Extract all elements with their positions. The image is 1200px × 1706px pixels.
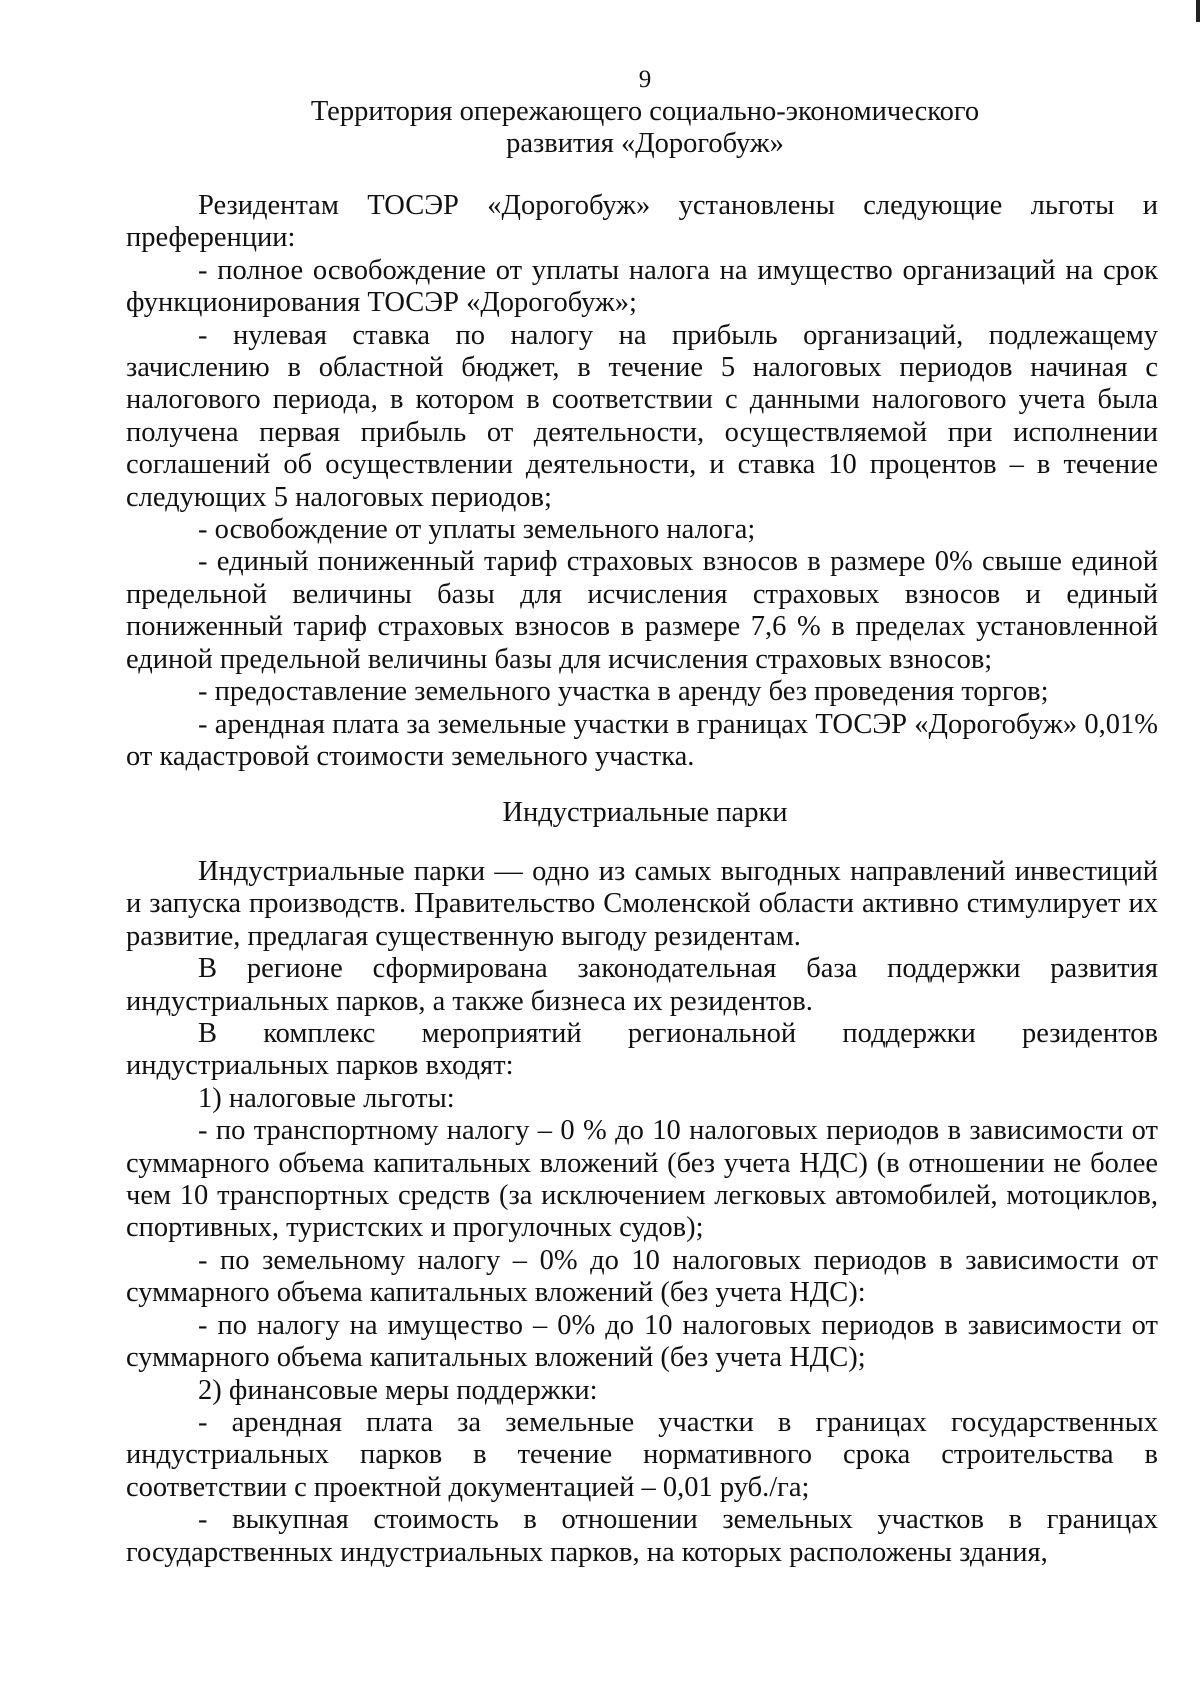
support-item: - по налогу на имущество – 0% до 10 налоговых периодов в зависимости от суммарного объема капитальных вложений (без учета НДС); xyxy=(126,1309,1158,1374)
benefit-item: - единый пониженный тариф страховых взносов в размере 0% свыше единой предельной величины базы для исчисления страховых взносов и единый пониженный тариф страховых взносов в размере 7,6 % в пределах установленной единой предельной величины базы для исчисления страховых взносов; xyxy=(126,546,1158,675)
list-subheading: 2) финансовые меры поддержки: xyxy=(198,1374,598,1406)
tosar-benefits-block xyxy=(126,190,1158,773)
support-item: - арендная плата за земельные участки в границах государственных индустриальных парков в течение нормативного срока строительства в соответствии с проектной документацией – 0,01 руб./га; xyxy=(126,1406,1158,1503)
list-subheading: 1) налоговые льготы: xyxy=(198,1082,455,1114)
industrial-parks-paragraph: В комплекс мероприятий региональной поддержки резидентов индустриальных парков входят: xyxy=(126,1018,1158,1082)
industrial-parks-heading: Индустриальные парки xyxy=(502,797,788,828)
page-number: 9 xyxy=(638,66,652,93)
benefit-item: - предоставление земельного участка в аренду без проведения торгов; xyxy=(198,676,1049,708)
benefit-item: - полное освобождение от уплаты налога на имущество организаций на срок функционирования ТОСЭР «Дорогобуж»; xyxy=(126,254,1158,319)
section-title-line-2: развития «Дорогобуж» xyxy=(506,128,784,159)
benefits-intro-paragraph: Резидентам ТОСЭР «Дорогобуж» установлены следующие льготы и преференции: xyxy=(126,190,1158,254)
section-title-line-1: Территория опережающего социально-экономического xyxy=(310,96,980,127)
section-title xyxy=(0,96,1200,160)
industrial-parks-paragraph: В регионе сформирована законодательная база поддержки развития индустриальных парков, а также бизнеса их резидентов. xyxy=(126,953,1158,1017)
benefit-item: - нулевая ставка по налогу на прибыль организаций, подлежащему зачислению в областной бюджет, в течение 5 налоговых периодов начиная с налогового периода, в котором в соответствии с данными налогового учета была получена первая прибыль от деятельности, осуществляемой при исполнении соглашений об осуществлении деятельности, и ставка 10 процентов – в течение следующих 5 налоговых периодов; xyxy=(126,319,1158,513)
scan-edge-mark xyxy=(1196,0,1200,22)
support-item: - по земельному налогу – 0% до 10 налоговых периодов в зависимости от суммарного объема капитальных вложений (без учета НДС): xyxy=(126,1244,1158,1309)
industrial-parks-block xyxy=(126,856,1158,1569)
benefit-item: - освобождение от уплаты земельного налога; xyxy=(198,514,756,546)
support-item: - по транспортному налогу – 0 % до 10 налоговых периодов в зависимости от суммарного объема капитальных вложений (без учета НДС) (в отношении не более чем 10 транспортных средств (за исключением легковых автомобилей, мотоциклов, спортивных, туристских и прогулочных судов); xyxy=(126,1115,1158,1244)
benefit-item: - арендная плата за земельные участки в границах ТОСЭР «Дорогобуж» 0,01% от кадастровой стоимости земельного участка. xyxy=(126,708,1158,772)
industrial-parks-paragraph: Индустриальные парки — одно из самых выгодных направлений инвестиций и запуска производств. Правительство Смоленской области активно стимулирует их развитие, предлагая существенную выгоду резидентам. xyxy=(126,856,1158,952)
support-item: - выкупная стоимость в отношении земельных участков в границах государственных индустриальных парков, на которых расположены здания, xyxy=(126,1504,1158,1568)
